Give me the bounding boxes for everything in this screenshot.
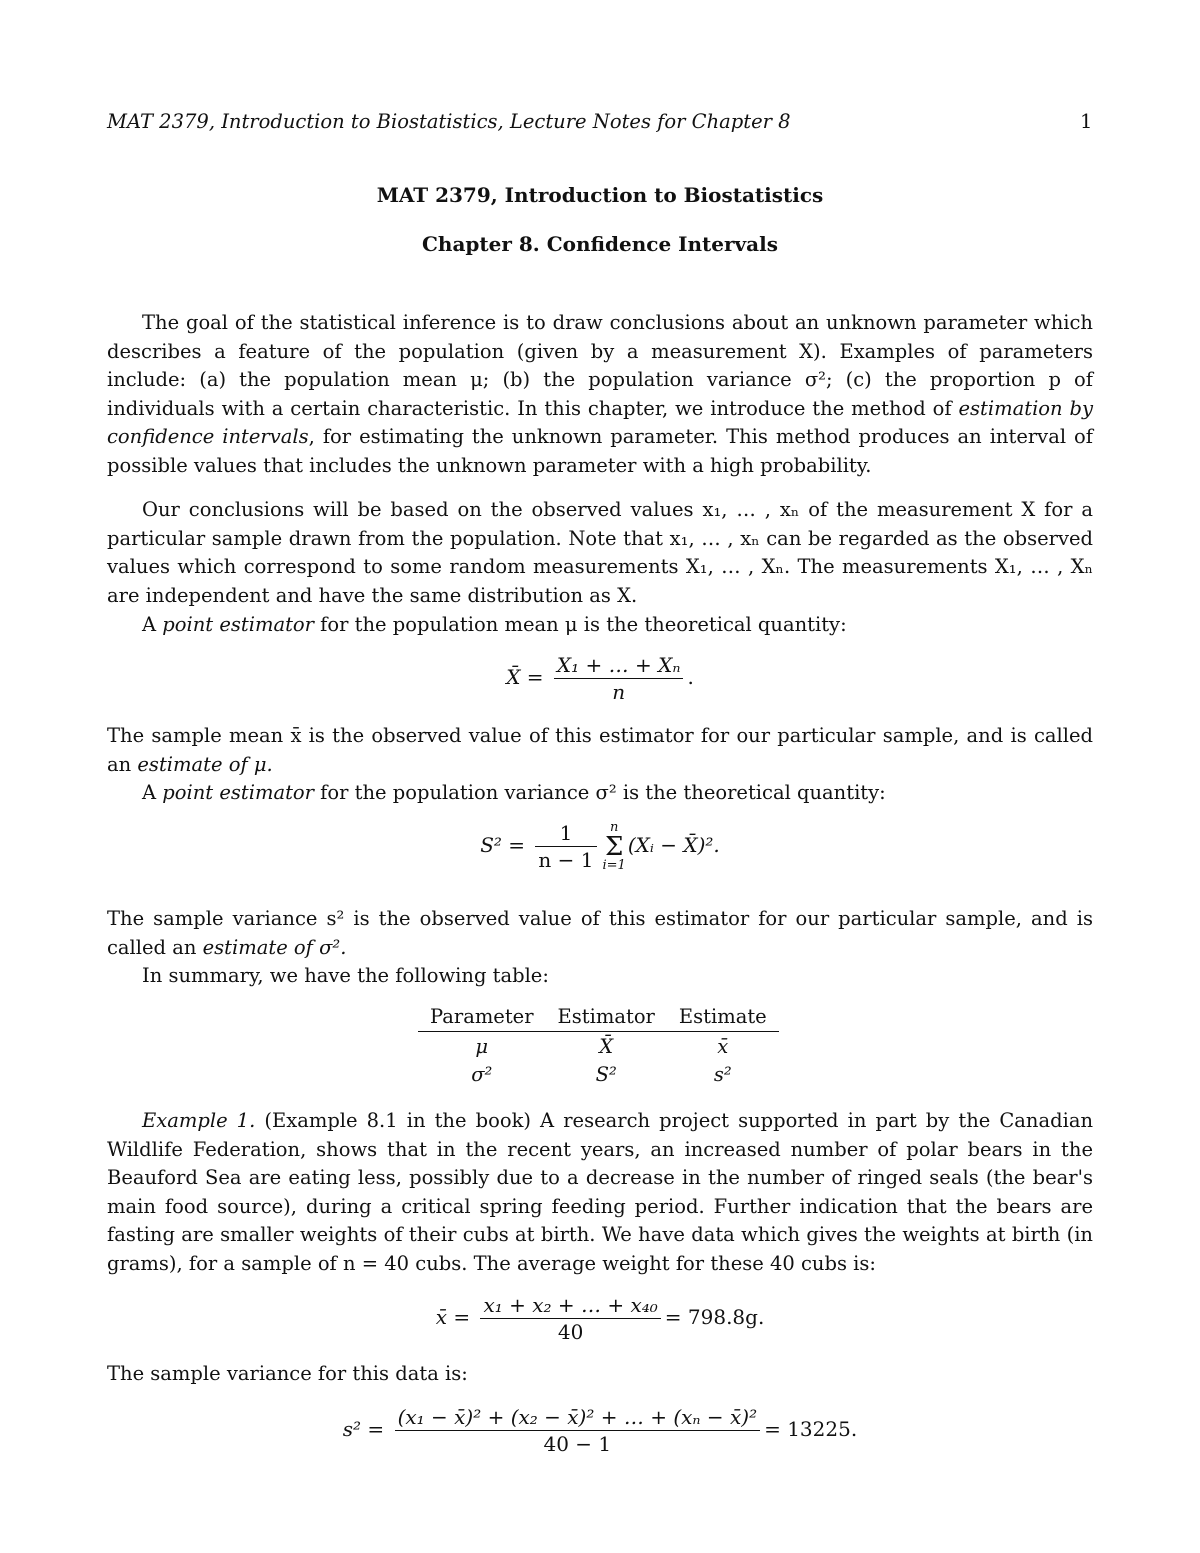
eq1-fraction bbox=[554, 652, 684, 705]
variance-estimator-emphasis: point estimator bbox=[162, 781, 314, 804]
course-title: MAT 2379, Introduction to Biostatistics bbox=[376, 183, 824, 207]
table-cell: σ² bbox=[471, 1063, 493, 1086]
table-cell: x̄ bbox=[717, 1035, 729, 1058]
summary-table bbox=[418, 1005, 779, 1088]
header-parameter: Parameter bbox=[418, 1005, 546, 1032]
summation-symbol bbox=[603, 821, 626, 873]
eq4-denominator: 40 − 1 bbox=[543, 1432, 612, 1456]
summary-table-header-row bbox=[418, 1005, 779, 1032]
variance-estimator-paragraph bbox=[107, 779, 1093, 808]
eq1-tail: . bbox=[687, 665, 694, 689]
sample-mean-emphasis: estimate of μ. bbox=[137, 752, 273, 776]
eq3-fraction bbox=[480, 1292, 660, 1345]
eq3-denominator: 40 bbox=[557, 1320, 584, 1344]
intro-text-a: The goal of the statistical inference is to draw conclusions about an unknown parameter which describes a feature of the population (given by a measurement X). Examples of parameters include: (a) the population mean μ; (b) the population variance σ²; (c) the proportion p of individuals with a certain characteristic. In this chapter, we introduce the method of bbox=[107, 311, 1093, 420]
page-number: 1 bbox=[1080, 110, 1093, 133]
summary-intro: In summary, we have the following table: bbox=[142, 964, 549, 987]
eq4-numerator: (x₁ − x̄)² + (x₂ − x̄)² + … + (xₙ − x̄)² bbox=[395, 1404, 761, 1431]
header-estimate: Estimate bbox=[667, 1005, 779, 1032]
header-estimator: Estimator bbox=[546, 1005, 667, 1032]
running-header: MAT 2379, Introduction to Biostatistics, Lecture Notes for Chapter 8 bbox=[107, 110, 791, 133]
summation-lower: i=1 bbox=[602, 857, 626, 873]
intro-text-b: , for estimating the unknown parameter. This method produces an interval of possible values that includes the unknown parameter with a high probability. bbox=[107, 425, 1093, 477]
eq2-fraction bbox=[535, 820, 596, 873]
sample-mean-paragraph bbox=[107, 722, 1093, 779]
eq4-lhs: s² = bbox=[342, 1417, 385, 1441]
mean-estimator-text-a: A bbox=[142, 613, 163, 636]
sample-variance-paragraph bbox=[107, 905, 1093, 962]
eq2-body: (Xᵢ − X̄)². bbox=[627, 833, 720, 857]
example-label: Example 1. bbox=[142, 1109, 256, 1132]
observed-values-paragraph: Our conclusions will be based on the observed values x₁, … , xₙ of the measurement X for a particular sample drawn from the population. Note that x₁, … , xₙ can be regarded as the observed values which correspond to some random measurements X₁, … , Xₙ. The measurements X₁, … , Xₙ are independent and have the same distribution as X. bbox=[107, 498, 1093, 607]
equation-sample-variance-estimator bbox=[0, 820, 1200, 873]
equation-mean-estimate bbox=[0, 1292, 1200, 1345]
sample-mean-text: The sample mean x̄ is the observed value of this estimator for our particular sample, and is called an bbox=[107, 724, 1093, 776]
eq1-denominator: n bbox=[612, 680, 626, 704]
table-cell: s² bbox=[713, 1063, 732, 1086]
summation-sign: Σ bbox=[604, 831, 624, 862]
sample-variance-text: The sample variance s² is the observed value of this estimator for our particular sample, and is called an bbox=[107, 907, 1093, 959]
eq4-rhs: = 13225. bbox=[764, 1417, 858, 1441]
table-cell: X̄ bbox=[599, 1035, 614, 1058]
table-cell: μ bbox=[475, 1035, 489, 1058]
chapter-title: Chapter 8. Confidence Intervals bbox=[422, 232, 778, 256]
eq3-lhs: x̄ = bbox=[435, 1305, 471, 1329]
sample-variance-emphasis: estimate of σ². bbox=[202, 935, 347, 959]
eq1-numerator: X₁ + … + Xₙ bbox=[554, 652, 684, 679]
intro-paragraph bbox=[107, 309, 1093, 481]
equation-variance-estimate bbox=[0, 1404, 1200, 1457]
table-row bbox=[418, 1060, 779, 1088]
eq3-numerator: x₁ + x₂ + … + x₄₀ bbox=[480, 1292, 660, 1319]
equation-sample-mean-estimator bbox=[0, 652, 1200, 705]
eq2-lhs: S² = bbox=[480, 833, 526, 857]
example-text: (Example 8.1 in the book) A research project supported in part by the Canadian Wildlife Federation, shows that in the recent years, an increased number of polar bears in the Beauford Sea are eating less, possibly due to a decrease in the number of ringed seals (the bear's main food source), during a critical spring feeding period. Further indication that the bears are fasting are smaller weights of their cubs at birth. We have data which gives the weights at birth (in grams), for a sample of n = 40 cubs. The average weight for these 40 cubs is: bbox=[107, 1109, 1093, 1275]
eq4-fraction bbox=[395, 1404, 761, 1457]
eq3-rhs: = 798.8g. bbox=[664, 1305, 765, 1329]
eq2-denominator: n − 1 bbox=[538, 848, 594, 872]
mean-estimator-text-b: for the population mean μ is the theoretical quantity: bbox=[313, 613, 847, 636]
variance-data-intro: The sample variance for this data is: bbox=[107, 1362, 468, 1385]
example-paragraph bbox=[107, 1107, 1093, 1279]
eq2-numerator: 1 bbox=[535, 820, 596, 847]
intro-emphasis: estimation by confidence intervals bbox=[107, 396, 1093, 449]
table-cell: S² bbox=[595, 1063, 617, 1086]
variance-estimator-text-b: for the population variance σ² is the theoretical quantity: bbox=[313, 781, 886, 804]
eq1-lhs: X̄ = bbox=[506, 665, 544, 689]
mean-estimator-paragraph bbox=[107, 611, 1093, 640]
summation-upper: n bbox=[609, 819, 619, 835]
mean-estimator-emphasis: point estimator bbox=[162, 613, 314, 636]
table-row bbox=[418, 1032, 779, 1061]
variance-estimator-text-a: A bbox=[142, 781, 163, 804]
